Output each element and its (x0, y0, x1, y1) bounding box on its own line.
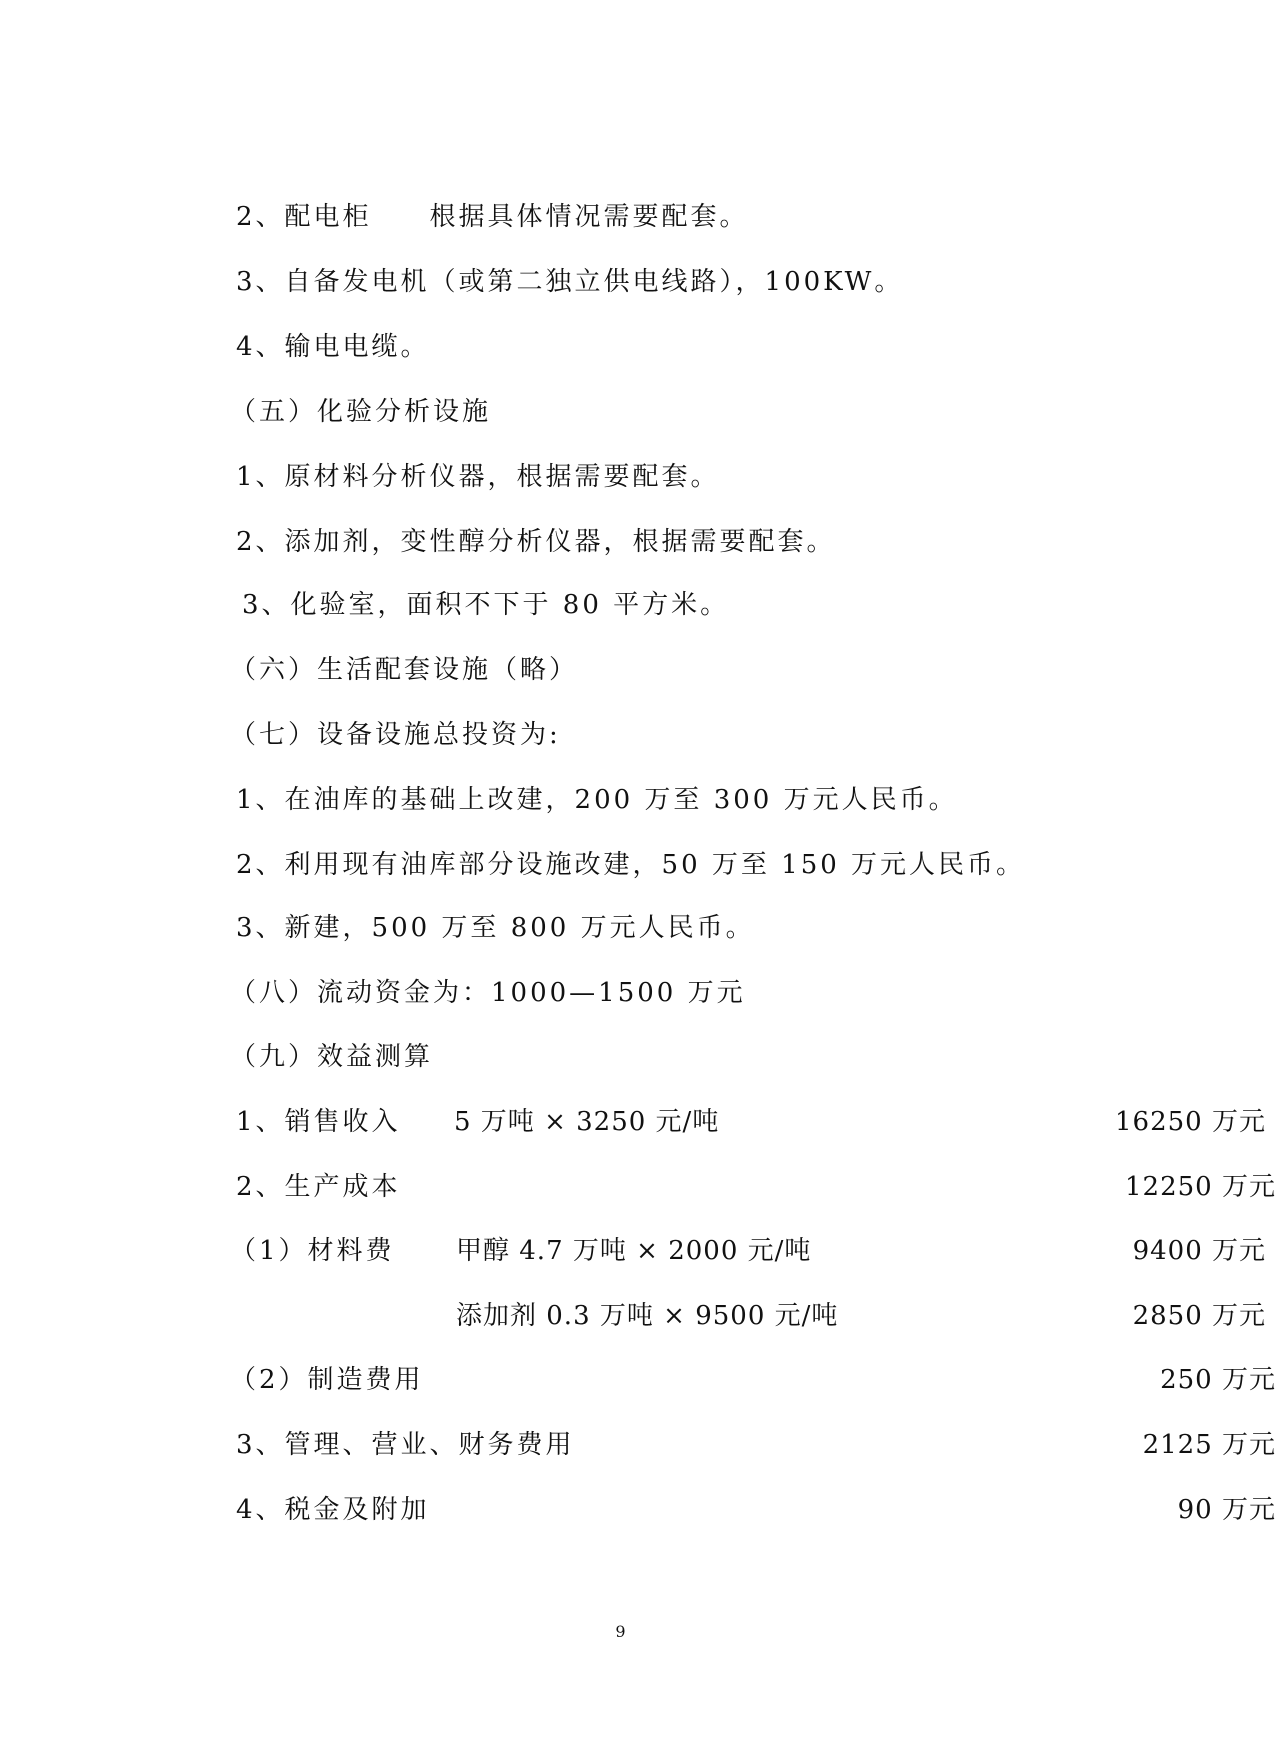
calc-amount: 12250 万元 (1125, 1172, 1276, 1202)
calc-label: 3、管理、营业、财务费用 (236, 1430, 575, 1460)
calc-formula: 5 万吨 × 3250 元/吨 (454, 1107, 720, 1137)
section-heading: （九）效益测算 (230, 1042, 434, 1072)
calc-row (236, 1425, 1276, 1465)
calc-formula: 甲醇 4.7 万吨 × 2000 元/吨 (456, 1236, 812, 1266)
calc-amount: 90 万元 (1177, 1495, 1276, 1525)
calc-formula: 添加剂 0.3 万吨 × 9500 元/吨 (456, 1301, 839, 1331)
calc-row (236, 1167, 1276, 1207)
calc-amount: 16250 万元 (1115, 1107, 1266, 1137)
section-heading: （八）流动资金为：1000—1500 万元 (230, 978, 746, 1008)
text-line: 1、原材料分析仪器，根据需要配套。 (236, 462, 720, 492)
section-heading: （七）设备设施总投资为: (230, 720, 561, 750)
section-heading: （五）化验分析设施 (230, 397, 492, 427)
calc-amount: 2850 万元 (1132, 1301, 1266, 1331)
text-line: 3、新建，500 万至 800 万元人民币。 (236, 913, 755, 943)
calc-label: （1）材料费 (230, 1236, 395, 1266)
text-line: 2、添加剂，变性醇分析仪器，根据需要配套。 (236, 527, 836, 557)
calc-row (236, 1490, 1276, 1530)
calc-label: 1、销售收入 (236, 1107, 401, 1137)
calc-label: （2）制造费用 (230, 1365, 424, 1395)
text-line: 3、自备发电机（或第二独立供电线路），100KW。 (236, 267, 904, 297)
text-line: 3、化验室，面积不下于 80 平方米。 (242, 590, 730, 620)
calc-row (230, 1360, 1276, 1400)
text-line: 1、在油库的基础上改建，200 万至 300 万元人民币。 (236, 785, 958, 815)
calc-label: 4、税金及附加 (236, 1495, 430, 1525)
calc-amount: 9400 万元 (1132, 1236, 1266, 1266)
text-line: 2、利用现有油库部分设施改建，50 万至 150 万元人民币。 (236, 850, 1026, 880)
section-heading: （六）生活配套设施（略） (230, 655, 579, 685)
calc-row (230, 1231, 1266, 1271)
calc-amount: 2125 万元 (1142, 1430, 1276, 1460)
calc-label: 2、生产成本 (236, 1172, 401, 1202)
text-line: 2、配电柜 根据具体情况需要配套。 (236, 202, 749, 232)
calc-amount: 250 万元 (1160, 1365, 1276, 1395)
calc-row (236, 1102, 1266, 1142)
text-line: 4、输电电缆。 (236, 332, 430, 362)
page-number: 9 (615, 1622, 626, 1641)
